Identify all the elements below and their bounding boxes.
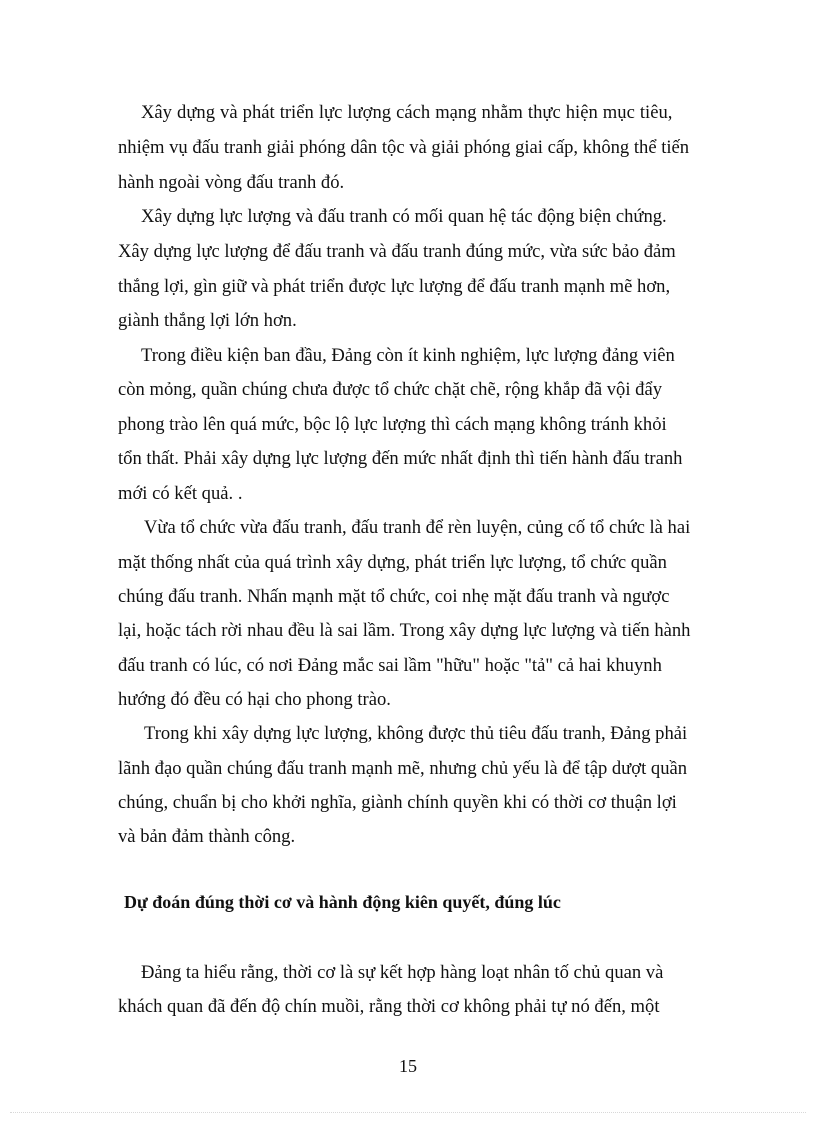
paragraph-3-line-2: còn mỏng, quần chúng chưa được tổ chức chặt chẽ, rộng khắp đã vội đẩy	[118, 379, 662, 400]
paragraph-4-line-5: đấu tranh có lúc, có nơi Đảng mắc sai lầm "hữu" hoặc "tả" cả hai khuynh	[118, 655, 662, 676]
paragraph-5-line-2: lãnh đạo quần chúng đấu tranh mạnh mẽ, nhưng chủ yếu là để tập dượt quần	[118, 758, 688, 779]
paragraph-4-line-6: hướng đó đều có hại cho phong trào.	[118, 689, 391, 710]
paragraph-3-line-4: tổn thất. Phải xây dựng lực lượng đến mức nhất định thì tiến hành đấu tranh	[118, 448, 683, 469]
paragraph-3-line-1: Trong điều kiện ban đầu, Đảng còn ít kinh nghiệm, lực lượng đảng viên	[141, 345, 675, 366]
closing-paragraph-line-2: khách quan đã đến độ chín muồi, rằng thời cơ không phải tự nó đến, một	[118, 996, 660, 1017]
paragraph-4-line-1: Vừa tổ chức vừa đấu tranh, đấu tranh để rèn luyện, củng cố tổ chức là hai	[144, 517, 691, 538]
paragraph-1-line-1: Xây dựng và phát triển lực lượng cách mạng nhằm thực hiện mục tiêu,	[141, 102, 673, 123]
paragraph-5-line-1: Trong khi xây dựng lực lượng, không được thủ tiêu đấu tranh, Đảng phải	[144, 723, 688, 744]
paragraph-1-line-2: nhiệm vụ đấu tranh giải phóng dân tộc và giải phóng giai cấp, không thể tiến	[118, 137, 690, 158]
paragraph-3-line-5: mới có kết quả. .	[118, 483, 243, 504]
paragraph-4-line-2: mặt thống nhất của quá trình xây dựng, phát triển lực lượng, tổ chức quần	[118, 552, 667, 573]
paragraph-2-line-2: Xây dựng lực lượng để đấu tranh và đấu tranh đúng mức, vừa sức bảo đảm	[118, 241, 676, 262]
paragraph-5-line-4: và bản đảm thành công.	[118, 826, 296, 847]
page-number: 15	[399, 1056, 417, 1076]
paragraph-5-line-3: chúng, chuẩn bị cho khởi nghĩa, giành chính quyền khi có thời cơ thuận lợi	[118, 792, 677, 813]
paragraph-2-line-1: Xây dựng lực lượng và đấu tranh có mối quan hệ tác động biện chứng.	[141, 206, 667, 227]
section-heading: Dự đoán đúng thời cơ và hành động kiên quyết, đúng lúc	[124, 892, 561, 912]
paragraph-4-line-4: lại, hoặc tách rời nhau đều là sai lầm. Trong xây dựng lực lượng và tiến hành	[118, 620, 691, 641]
closing-paragraph-line-1: Đảng ta hiểu rằng, thời cơ là sự kết hợp hàng loạt nhân tố chủ quan và	[141, 962, 664, 983]
paragraph-2-line-4: giành thắng lợi lớn hơn.	[118, 310, 297, 331]
paragraph-3-line-3: phong trào lên quá mức, bộc lộ lực lượng thì cách mạng không tránh khỏi	[118, 414, 667, 435]
paragraph-2-line-3: thắng lợi, gìn giữ và phát triển được lực lượng để đấu tranh mạnh mẽ hơn,	[118, 276, 671, 297]
paragraph-1-line-3: hành ngoài vòng đấu tranh đó.	[118, 172, 345, 193]
page-bottom-border	[10, 1112, 806, 1113]
paragraph-4-line-3: chúng đấu tranh. Nhấn mạnh mặt tổ chức, coi nhẹ mặt đấu tranh và ngược	[118, 586, 670, 607]
